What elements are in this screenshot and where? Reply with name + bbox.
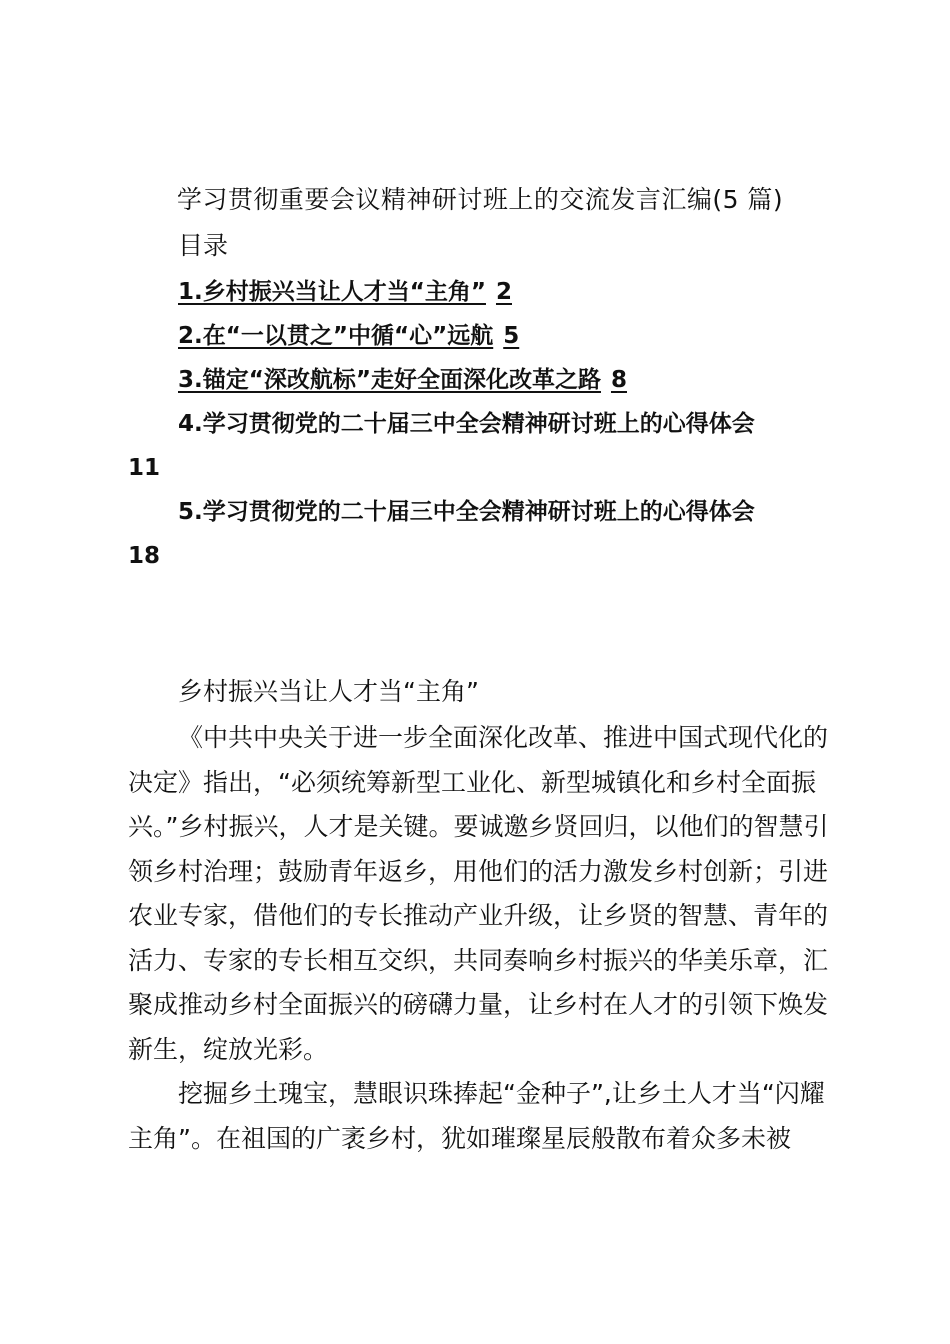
- toc-heading: 目录: [178, 231, 229, 260]
- toc-entry-text: 5.学习贯彻党的二十届三中全会精神研讨班上的心得体会: [178, 499, 755, 525]
- toc-entry-page: 2: [495, 279, 512, 305]
- toc-entry-4[interactable]: [128, 402, 828, 490]
- toc-entry-text: 3.锚定“深改航标”走好全面深化改革之路: [178, 367, 601, 393]
- body-paragraph: 《中共中央关于进一步全面深化改革、推进中国式现代化的决定》指出，“必须统筹新型工业化、新型城镇化和乡村全面振兴。”乡村振兴，人才是关键。要诚邀乡贤回归，以他们的智慧引领乡村治理；鼓励青年返乡，用他们的活力激发乡村创新；引进农业专家，借他们的专长推动产业升级，让乡贤的智慧、青年的活力、专家的专长相互交织，共同奏响乡村振兴的华美乐章，汇聚成推动乡村全面振兴的磅礴力量，让乡村在人才的引领下焕发新生，绽放光彩。: [128, 723, 829, 1064]
- article-title: 乡村振兴当让人才当“主角”: [178, 677, 479, 706]
- toc-entry-page: 18: [128, 543, 161, 569]
- toc-entry-text: 2.在“一以贯之”中循“心”远航: [178, 323, 494, 349]
- toc-entry-page: 8: [610, 367, 627, 393]
- document-title: 学习贯彻重要会议精神研讨班上的交流发言汇编(5 篇): [176, 185, 784, 214]
- article-body: [128, 716, 833, 1161]
- table-of-contents: [128, 270, 828, 578]
- toc-entry-text: 1.乡村振兴当让人才当“主角”: [178, 279, 486, 305]
- toc-entry-5[interactable]: [128, 490, 828, 578]
- toc-entry-1[interactable]: [128, 270, 828, 314]
- body-paragraph: 挖掘乡土瑰宝，慧眼识珠捧起“金种子”,让乡土人才当“闪耀主角”。在祖国的广袤乡村，犹如璀璨星辰般散布着众多未被: [128, 1079, 825, 1153]
- toc-entry-page: 11: [128, 455, 161, 481]
- toc-entry-text: 4.学习贯彻党的二十届三中全会精神研讨班上的心得体会: [178, 411, 755, 437]
- toc-entry-page: 5: [503, 323, 520, 349]
- toc-entry-3[interactable]: [128, 358, 828, 402]
- toc-entry-2[interactable]: [128, 314, 828, 358]
